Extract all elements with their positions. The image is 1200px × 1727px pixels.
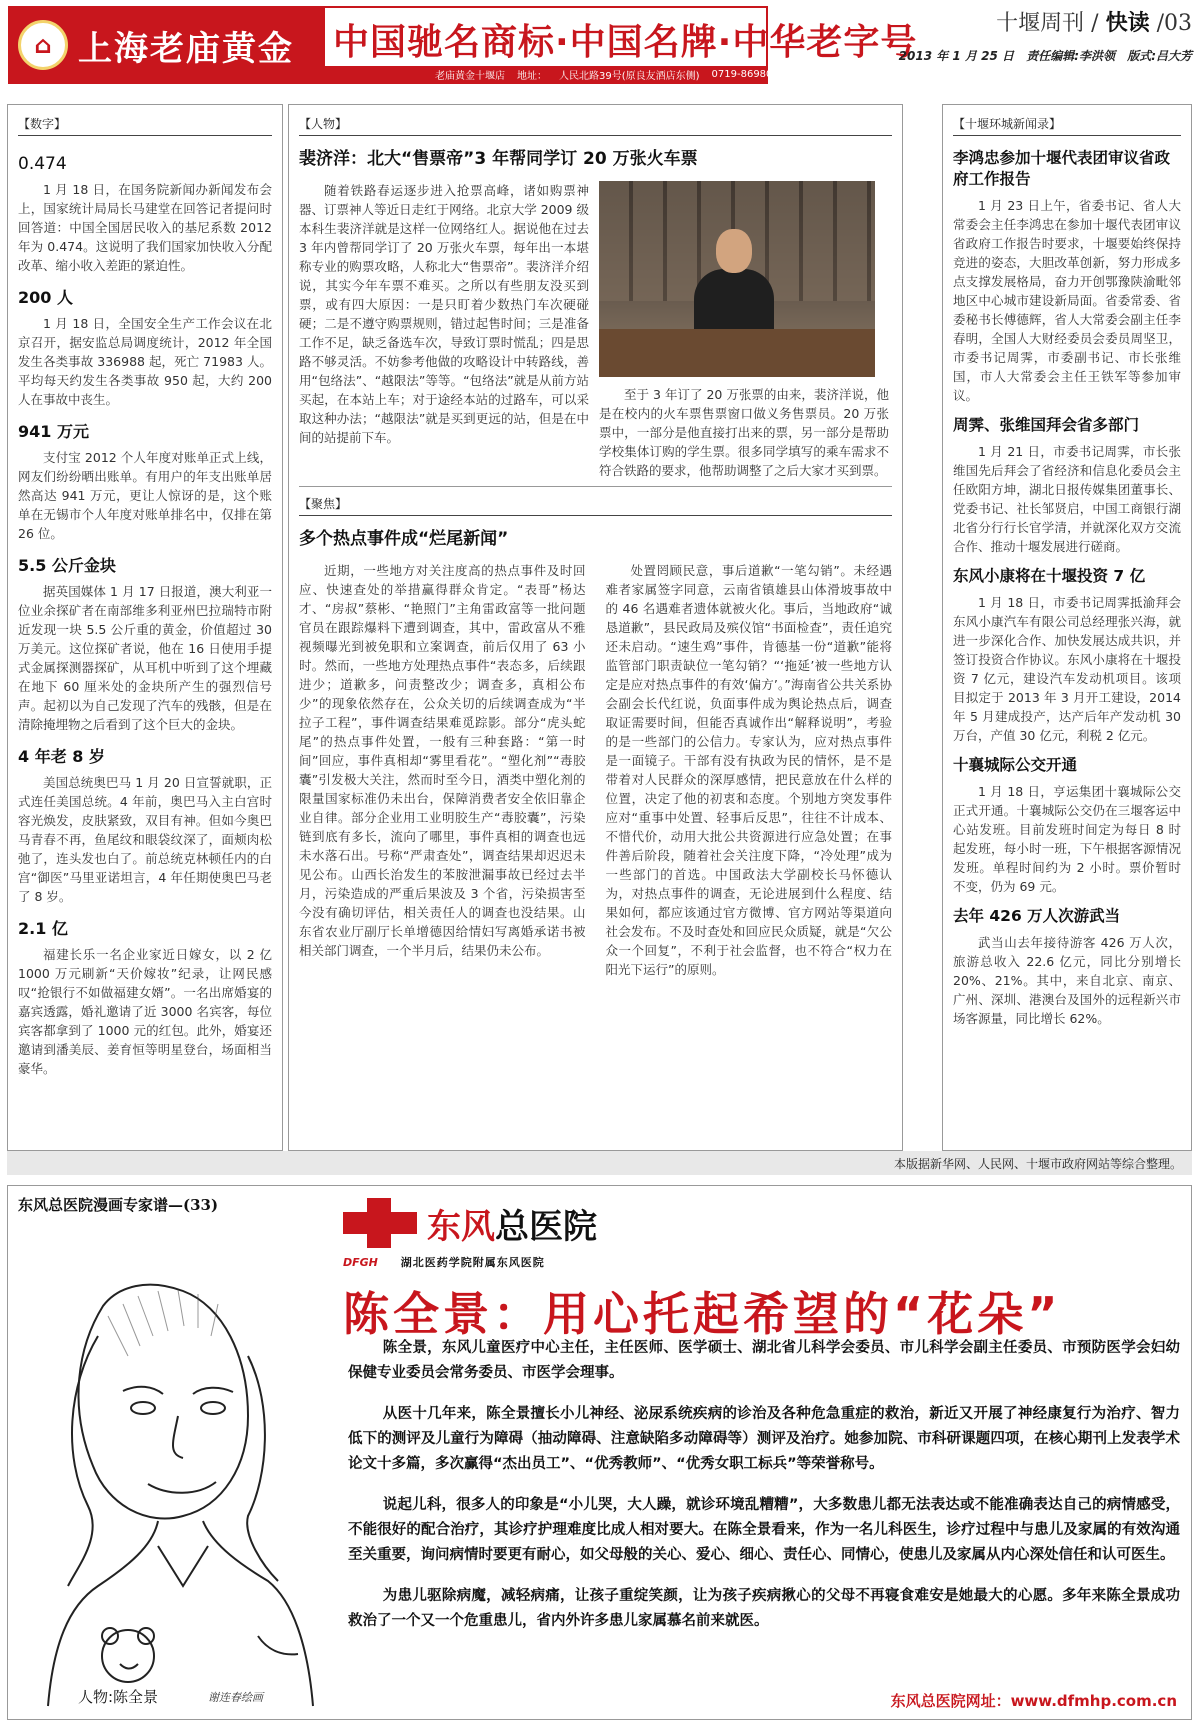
people-article bbox=[299, 181, 892, 480]
hospital-abbr: DFGH bbox=[343, 1256, 378, 1269]
publication-info bbox=[891, 6, 1192, 64]
masthead bbox=[8, 6, 1192, 86]
focus-article bbox=[299, 486, 892, 979]
number-text: 美国总统奥巴马 1 月 20 日宣誓就职，正式连任美国总统。4 年前，奥巴马入主白宫时容光焕发，皮肤紧致，双目有神。但如今奥巴马青春不再，鱼尾纹和眼袋纹深了，面颊肉松弛了，连头发也白了。前总统克林顿任内的白宫“御医”马里亚诺坦言，4 年任期使奥巴马老了 8 岁。 bbox=[18, 775, 272, 904]
local-news-headline[interactable]: 去年 426 万人次游武当 bbox=[953, 907, 1121, 925]
hospital-paragraph: 为患儿驱除病魔，减轻病痛，让孩子重绽笑颜，让为孩子疾病揪心的父母不再寝食难安是她最大的心愿。多年来陈全景成功救治了一个又一个危重患儿，省内外许多患儿家属慕名前来就医。 bbox=[348, 1588, 1180, 1629]
ad-address-label: 地址： bbox=[517, 70, 547, 82]
number-item bbox=[18, 419, 272, 543]
local-news-item bbox=[953, 755, 1181, 896]
local-news-text: 1 月 23 日上午，省委书记、省人大常委会主任李鸿忠在参加十堰代表团审议省政府工作报告时要求，十堰要始终保持竞进的姿态，大胆改革创新，努力形成多点支撑发展格局，奋力开创鄂豫陕渝毗邻地区中心城市建设新局面。省委常委、省委秘书长傅德辉，省人大常委会副主任李春明，全国人大财经委员会委员周坚卫，市委书记周霁，市委副书记、市长张维国，市人大常委会主任王铁军等参加审议。 bbox=[953, 198, 1181, 403]
people-headline[interactable]: 裴济洋：北大“售票帝”3 年帮同学订 20 万张火车票 bbox=[299, 149, 698, 169]
local-news-item bbox=[953, 906, 1181, 1028]
editor: 责任编辑:李洪领 bbox=[1026, 49, 1115, 63]
local-news-item bbox=[953, 566, 1181, 745]
focus-section-label: 【聚焦】 bbox=[299, 495, 892, 516]
number-headline: 941 万元 bbox=[18, 422, 89, 441]
sketch-column bbox=[8, 1186, 333, 1719]
number-item bbox=[18, 744, 272, 906]
publication-title: 十堰周刊 / 快读 /03 bbox=[996, 10, 1192, 36]
local-news-headline[interactable]: 李鸿忠参加十堰代表团审议省政府工作报告 bbox=[953, 149, 1171, 188]
local-news-text: 1 月 21 日，市委书记周霁，市长张维国先后拜会了省经济和信息化委员会主任欧阳方坤，湖北日报传媒集团董事长、党委书记、社长邹贤启，中国工商银行湖北省分行行长官学清，并就深化双方交流合作、推动十堰发展进行磋商。 bbox=[953, 444, 1181, 554]
hospital-paragraph: 从医十几年来，陈全景擅长小儿神经、泌尿系统疾病的诊治及各种危急重症的救治，新近又开展了神经康复行为治疗、智力低下的测评及儿童行为障碍（抽动障碍、注意缺陷多动障碍等）测评及治疗。她参加院、市科研课题四项，在核心期刊上发表学术论文十多篇，多次赢得“杰出员工”、“优秀教师”、“优秀女职工标兵”等荣誉称号。 bbox=[348, 1406, 1180, 1472]
hospital-headline: 陈全景：用心托起希望的“花朵” bbox=[343, 1287, 1062, 1341]
hospital-affiliation: 湖北医药学院附属东风医院 bbox=[400, 1256, 545, 1269]
number-item bbox=[18, 154, 272, 275]
ad-slogan-block bbox=[325, 8, 918, 82]
gold-store-ad[interactable] bbox=[8, 6, 918, 84]
hospital-logo[interactable] bbox=[343, 1198, 597, 1248]
hospital-name-red: 东风 bbox=[427, 1206, 495, 1247]
focus-columns bbox=[299, 561, 892, 979]
focus-col-1 bbox=[299, 561, 586, 979]
series-title: 东风总医院漫画专家谱—(33) bbox=[18, 1196, 219, 1214]
hospital-paragraph: 陈全景，东风儿童医疗中心主任，主任医师、医学硕士、湖北省儿科学会委员、市儿科学会副主任委员、市预防医学会妇幼保健专业委员会常务委员、市医学会理事。 bbox=[348, 1340, 1180, 1381]
number-headline: 4 年老 8 岁 bbox=[18, 747, 105, 766]
publication-meta bbox=[891, 47, 1192, 64]
local-section-label: 【十堰环城新闻录】 bbox=[953, 115, 1181, 136]
number-text: 福建长乐一名企业家近日嫁女，以 2 亿 1000 万元刷新“天价嫁妆”纪录，让网民感叹“抢银行不如做福建女婿”。一名出席婚宴的嘉宾透露，婚礼邀请了近 3000 名宾客，每位宾客都拿到了 1000 元的红包。此外，婚宴还邀请到潘美辰、姜育恒等明星登台，场面相当豪华。 bbox=[18, 947, 272, 1076]
local-news-column bbox=[942, 104, 1192, 1151]
student-photo bbox=[599, 181, 875, 377]
photo-desk bbox=[599, 329, 875, 377]
ad-brand-name: 上海老庙黄金 bbox=[78, 28, 294, 69]
number-text: 据英国媒体 1 月 17 日报道，澳大利亚一位业余探矿者在南部维多利亚州巴拉瑞特市附近发现一块 5.5 公斤重的黄金，价值超过 30 万美元。这位探矿者说，他在 16 日使用手提式金属探测器探矿，从耳机中听到了这个埋藏在地下 60 厘米处的金块所产生的强烈信号声。起初以为自己发现了汽车的残骸，但是在清除掩埋物之后看到了这个巨大的金块。 bbox=[18, 584, 272, 732]
local-news-headline[interactable]: 十襄城际公交开通 bbox=[953, 756, 1078, 774]
focus-text-1: 近期，一些地方对关注度高的热点事件及时回应、快速查处的举措赢得群众肯定。“表哥”杨达才、“房叔”蔡彬、“艳照门”主角雷政富等一批问题官员在跟踪爆料下遭到调查，其中，雷政富从不雅视频曝光到被免职和立案调查，前后仅用了 63 小时。然而，一些地方处理热点事件“表态多，后续跟进少；道歉多，问责整改少；调查多，真相公布少”的现象依然存在，公众关切的后续调查成为“半拉子工程”，事件调查结果难觅踪影。部分“虎头蛇尾”的热点事件处置，一般有三种套路：“第一时间”回应，事件真相却“雾里看花”。“塑化剂”“毒胶囊”引发极大关注，然而时至今日，酒类中塑化剂的限量国家标准仍未出台，保障消费者安全依旧靠企业自律。部分企业用工业明胶生产“毒胶囊”，污染链到底有多长，流向了哪里，事件真相的调查也远未水落石出。号称“严肃查处”，调查结果却迟迟未见公布。山西长治发生的苯胺泄漏事故已经过去半月，污染造成的严重后果波及 3 个省，污染损害至今没有确切评估，相关责任人的调查也没结果。山东省农业厅副厅长单增德因给情妇写离婚承诺书被相关部门调查，一个半月后，结果仍未公布。 bbox=[299, 563, 586, 958]
page-number: /03 bbox=[1156, 11, 1192, 36]
people-text-right: 至于 3 年订了 20 万张票的由来，裴济洋说，他是在校内的火车票售票窗口做义务售票员。20 万张票中，一部分是他直接打出来的票，另一部分是帮助学校集体订购的学生票。很多同学填写的乘车需求不符合铁路的要求，他帮助调整了之后大家才买到票。 bbox=[599, 387, 889, 478]
local-news-item bbox=[953, 415, 1181, 556]
issue-date: 2013 年 1 月 25 日 bbox=[898, 49, 1014, 63]
numbers-section-label: 【数字】 bbox=[18, 115, 272, 136]
publication-name: 十堰周刊 bbox=[996, 11, 1085, 36]
hospital-paragraph: 说起儿科，很多人的印象是“小儿哭，大人躁，就诊环境乱糟糟”，大多数患儿都无法表达或不能准确表达自己的病情感受，不能很好的配合治疗，其诊疗护理难度比成人相对要大。在陈全景看来，作为一名儿科医生，诊疗过程中与患儿及家属的有效沟通至关重要，询问病情时要更有耐心，如父母般的关心、爱心、细心、责任心、同情心，使患儿及家属从内心深处信任和认可医生。 bbox=[348, 1497, 1180, 1563]
local-news-text: 武当山去年接待游客 426 万人次，旅游总收入 22.6 亿元，同比分别增长 20%、21%。其中，来自北京、南京、广州、深圳、港澳台及国外的远程新兴市场客源量，同比增长 62%。 bbox=[953, 935, 1181, 1026]
ad-store: 老庙黄金十堰店 bbox=[435, 70, 505, 82]
number-item bbox=[18, 285, 272, 409]
focus-headline[interactable]: 多个热点事件成“烂尾新闻” bbox=[299, 529, 509, 549]
numbers-column bbox=[7, 104, 283, 1151]
layout-credit: 版式:吕大芳 bbox=[1127, 49, 1192, 63]
number-text: 支付宝 2012 个人年度对账单正式上线，网友们纷纷晒出账单。有用户的年支出账单居然高达 941 万元，更让人惊讶的是，这个账单在无锡市个人年度对账单排名中，仅排在第 26 位。 bbox=[18, 450, 272, 541]
focus-col-2 bbox=[606, 561, 893, 979]
hospital-ad bbox=[7, 1185, 1192, 1720]
sketch-credit: 谢连春绘画 bbox=[208, 1691, 263, 1704]
local-news-text: 1 月 18 日，市委书记周霁抵渝拜会东风小康汽车有限公司总经理张兴海，就进一步深化合作、加快发展达成共识，并签订投资合作协议。东风小康将在十堰投资 7 亿元，建设汽车发动机项目。该项目拟定于 2013 年 3 月开工建设，2014 年 5 月建成投产，达产后年产发动机 30 万台，产值 30 亿元，利税 2 亿元。 bbox=[953, 595, 1181, 743]
number-headline: 0.474 bbox=[18, 154, 67, 174]
number-text: 1 月 18 日，全国安全生产工作会议在北京召开，据安监总局调度统计，2012 年全国发生各类事故 336988 起，死亡 71983 人。平均每天约发生各类事故 950 起，大约 200 人在事故中丧生。 bbox=[18, 316, 272, 407]
people-text-right-col bbox=[599, 181, 889, 480]
people-section-label: 【人物】 bbox=[299, 115, 892, 136]
hospital-name-black: 总医院 bbox=[495, 1206, 597, 1247]
ad-brand-block bbox=[10, 8, 325, 82]
focus-text-2: 处置罔顾民意，事后道歉“一笔勾销”。未经遇难者家属签字同意，云南省镇雄县山体滑坡事故中的 46 名遇难者遗体就被火化。事后，当地政府“诚恳道歉”，县民政局及殡仪馆“书面检查”，责任追究还未启动。“速生鸡”事件，肯德基一份“道歉”能将监管部门职责缺位一笔勾销？“‘拖延’被一些地方认定是应对热点事件的有效‘偏方’。”海南省公共关系协会副会长代红说，负面事件成为舆论热点后，调查取证需要时间，但能否真诚作出“解释说明”，考验的是一些部门的公信力。专家认为，应对热点事件是一面镜子。干部有没有执政为民的情怀，是不是带着对人民群众的深厚感情，把民意放在什么样的位置，决定了他的初衷和态度。个别地方突发事件应对“重事中处置、轻事后反思”，往往不计成本、不惜代价，动用大批公共资源进行应急处置；在事件善后阶段，随着社会关注度下降，“冷处理”成为一些部门的首选。中国政法大学副校长马怀德认为，对热点事件的调查，无论进展到什么程度、结果如何，都应该通过官方微博、官方网站等渠道向社会发布。不及时查处和回应民众质疑，就是“欠公众一个回复”，不利于社会监督，也不符合“权力在阳光下运行”的原则。 bbox=[605, 563, 892, 977]
red-cross-icon bbox=[343, 1198, 417, 1248]
number-headline: 200 人 bbox=[18, 288, 73, 307]
ad-address: 人民北路39号(原良友酒店东侧) bbox=[559, 70, 700, 82]
people-focus-column bbox=[288, 104, 903, 1151]
ad-phone: 0719-8698067 bbox=[711, 68, 786, 80]
people-text-left: 随着铁路春运逐步进入抢票高峰，诸如购票神器、订票神人等近日走红于网络。北京大学 2009 级本科生裴济洋就是这样一位网络红人。据说他在过去 3 年内曾帮同学订了 20 万张火车票，每年出一本堪称专业的购票攻略，人称北大“售票帝”。裴济洋介绍说，其实今年车票不难买。之所以有些朋友没买到票，或有四大原因：一是只盯着少数热门车次硬碰硬；二是不遵守购票规则，错过起售时间；三是准备工作不足，缺乏备选车次，导致订票时慌乱；四是思路不够灵活。不妨参考他做的攻略设计中转路线，善用“包络法”、“越限法”等等。“包络法”就是从前方站买起，在本站上车；对于途经本站的过路车，可以采取这种办法；“越限法”就是买到更远的站，但是在中间的站提前下车。 bbox=[299, 183, 589, 445]
number-text: 1 月 18 日，在国务院新闻办新闻发布会上，国家统计局局长马建堂在回答记者提问时回答道：中国全国居民收入的基尼系数 2012 年为 0.474。这说明了我们国家加快收入分配改革、缩小收入差距的紧迫性。 bbox=[18, 182, 272, 273]
sketch-caption: 人物:陈全景 bbox=[78, 1688, 159, 1706]
people-text-left-col bbox=[299, 181, 589, 480]
ad-contact-strip bbox=[325, 66, 786, 82]
doctor-sketch-icon bbox=[8, 1186, 333, 1721]
ad-slogan: 中国驰名商标·中国名牌·中华老字号 bbox=[333, 22, 918, 63]
local-news-item bbox=[953, 148, 1181, 405]
number-headline: 5.5 公斤金块 bbox=[18, 556, 116, 575]
number-headline: 2.1 亿 bbox=[18, 919, 68, 938]
local-news-headline[interactable]: 周霁、张维国拜会省多部门 bbox=[953, 416, 1140, 434]
local-news-text: 1 月 18 日，亨运集团十襄城际公交正式开通。十襄城际公交仍在三堰客运中心站发班。目前发班时间定为每日 8 时起发班，每小时一班，下午根据客源情况发班。单程时间约为 2 小时。票价暂时不变，仍为 69 元。 bbox=[953, 784, 1181, 894]
hospital-name bbox=[427, 1199, 597, 1248]
source-note: 本版据新华网、人民网、十堰市政府网站等综合整理。 bbox=[7, 1151, 1192, 1175]
hospital-affiliation-line bbox=[343, 1254, 545, 1270]
number-item bbox=[18, 553, 272, 734]
temple-logo-icon: ⌂ bbox=[18, 20, 68, 70]
local-news-headline[interactable]: 东风小康将在十堰投资 7 亿 bbox=[953, 567, 1146, 585]
section-name: 快读 bbox=[1105, 10, 1150, 36]
hospital-body bbox=[348, 1336, 1180, 1650]
hospital-website-link[interactable]: 东风总医院网址：www.dfmhp.com.cn bbox=[890, 1692, 1177, 1710]
number-item bbox=[18, 916, 272, 1078]
